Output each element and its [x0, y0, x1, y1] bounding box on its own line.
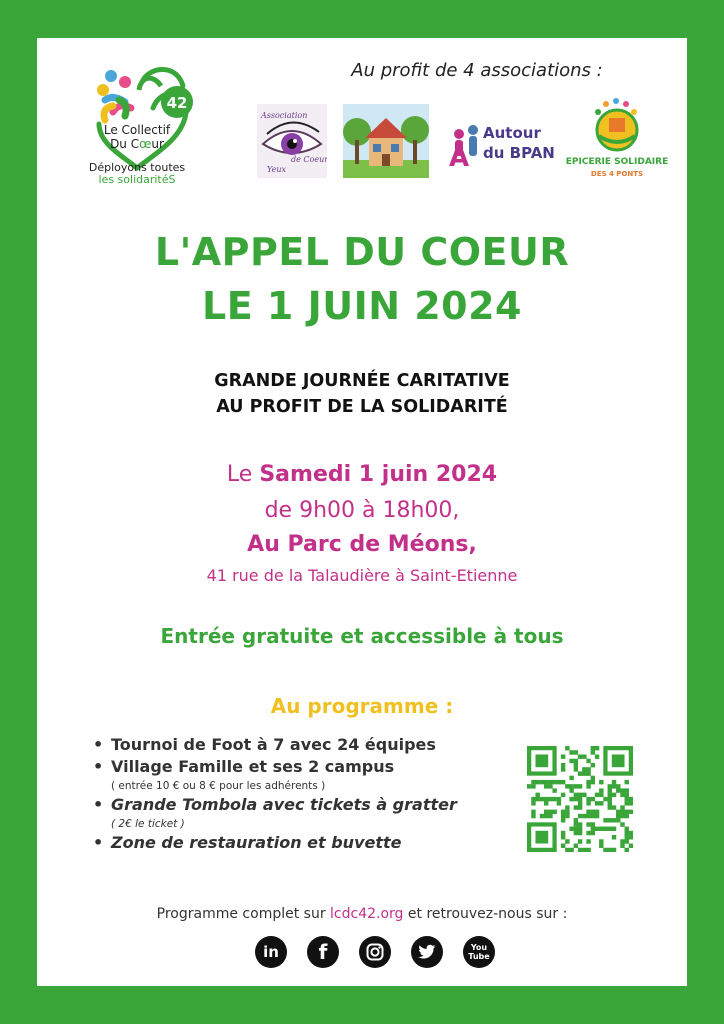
eye-logo-icon [257, 104, 327, 178]
event-address: 41 rue de la Talaudière à Saint-Etienne [206, 566, 518, 585]
subtitle [37, 368, 687, 420]
association-epicerie-solidaire-logo [562, 96, 672, 184]
svg-text:A: A [449, 143, 470, 173]
subtitle-line-1: GRANDE JOURNÉE CARITATIVE [214, 371, 510, 391]
svg-text:Le Collectif: Le Collectif [103, 123, 171, 137]
association-autour-du-bpan-logo [445, 104, 555, 178]
logo-tagline [77, 162, 197, 186]
website-link[interactable]: lcdc42.org [330, 906, 404, 922]
social-links [255, 936, 495, 970]
list-item-note: ( 2€ le ticket ) [111, 818, 185, 830]
association-eye-logo [257, 104, 327, 178]
event-place: Au Parc de Méons, [247, 532, 477, 557]
qr-code[interactable] [527, 746, 633, 852]
autour-du-bpan-logo-icon [445, 104, 555, 178]
house-logo-icon [343, 104, 429, 178]
list-item-note: ( entrée 10 € ou 8 € pour les adhérents ) [111, 780, 326, 792]
programme-list [91, 734, 511, 854]
svg-text:Association: Association [261, 111, 308, 120]
linkedin-icon[interactable]: in [255, 936, 287, 968]
facebook-icon[interactable]: f [307, 936, 339, 968]
qr-code-icon [527, 746, 633, 852]
poster [37, 38, 687, 986]
svg-text:EPICERIE SOLIDAIRE: EPICERIE SOLIDAIRE [565, 157, 669, 167]
youtube-icon[interactable]: You Tube [463, 936, 495, 968]
event-date: Le Samedi 1 juin 2024 [226, 462, 498, 487]
tagline-line-1: Déployons toutes [88, 161, 186, 174]
svg-text:Autour: Autour [483, 124, 541, 142]
list-item: • Grande Tombola avec tickets à gratter [91, 794, 511, 816]
association-house-logo [343, 104, 429, 178]
svg-text:du BPAN: du BPAN [483, 144, 555, 162]
main-title-line-2: LE 1 JUIN 2024 [202, 284, 522, 328]
svg-text:42: 42 [166, 94, 188, 112]
event-hours: de 9h00 à 18h00, [264, 498, 460, 523]
event-date-value: Samedi 1 juin 2024 [259, 462, 498, 487]
svg-text:de Coeur: de Coeur [291, 155, 327, 164]
instagram-icon[interactable] [359, 936, 391, 968]
epicerie-solidaire-logo-icon [562, 96, 672, 184]
profit-title: Au profit de 4 associations : [351, 60, 603, 81]
list-item: • Tournoi de Foot à 7 avec 24 équipes [91, 734, 511, 756]
entry-info: Entrée gratuite et accessible à tous [160, 624, 564, 648]
svg-text:Yeux: Yeux [267, 165, 286, 174]
programme-title: Au programme : [270, 694, 454, 718]
list-item: • Village Famille et ses 2 campus [91, 756, 511, 778]
tagline-line-2: les solidaritéS [98, 173, 176, 186]
twitter-icon[interactable] [411, 936, 443, 968]
main-title-line-1: L'APPEL DU COEUR [154, 230, 570, 274]
svg-text:Du Cœur: Du Cœur [110, 137, 164, 151]
subtitle-line-2: AU PROFIT DE LA SOLIDARITÉ [216, 397, 508, 417]
svg-text:DES 4 PONTS: DES 4 PONTS [590, 170, 644, 178]
list-item: • Zone de restauration et buvette [91, 832, 511, 854]
footer-text: Programme complet sur lcdc42.org et retrouvez-nous sur : [156, 906, 568, 922]
